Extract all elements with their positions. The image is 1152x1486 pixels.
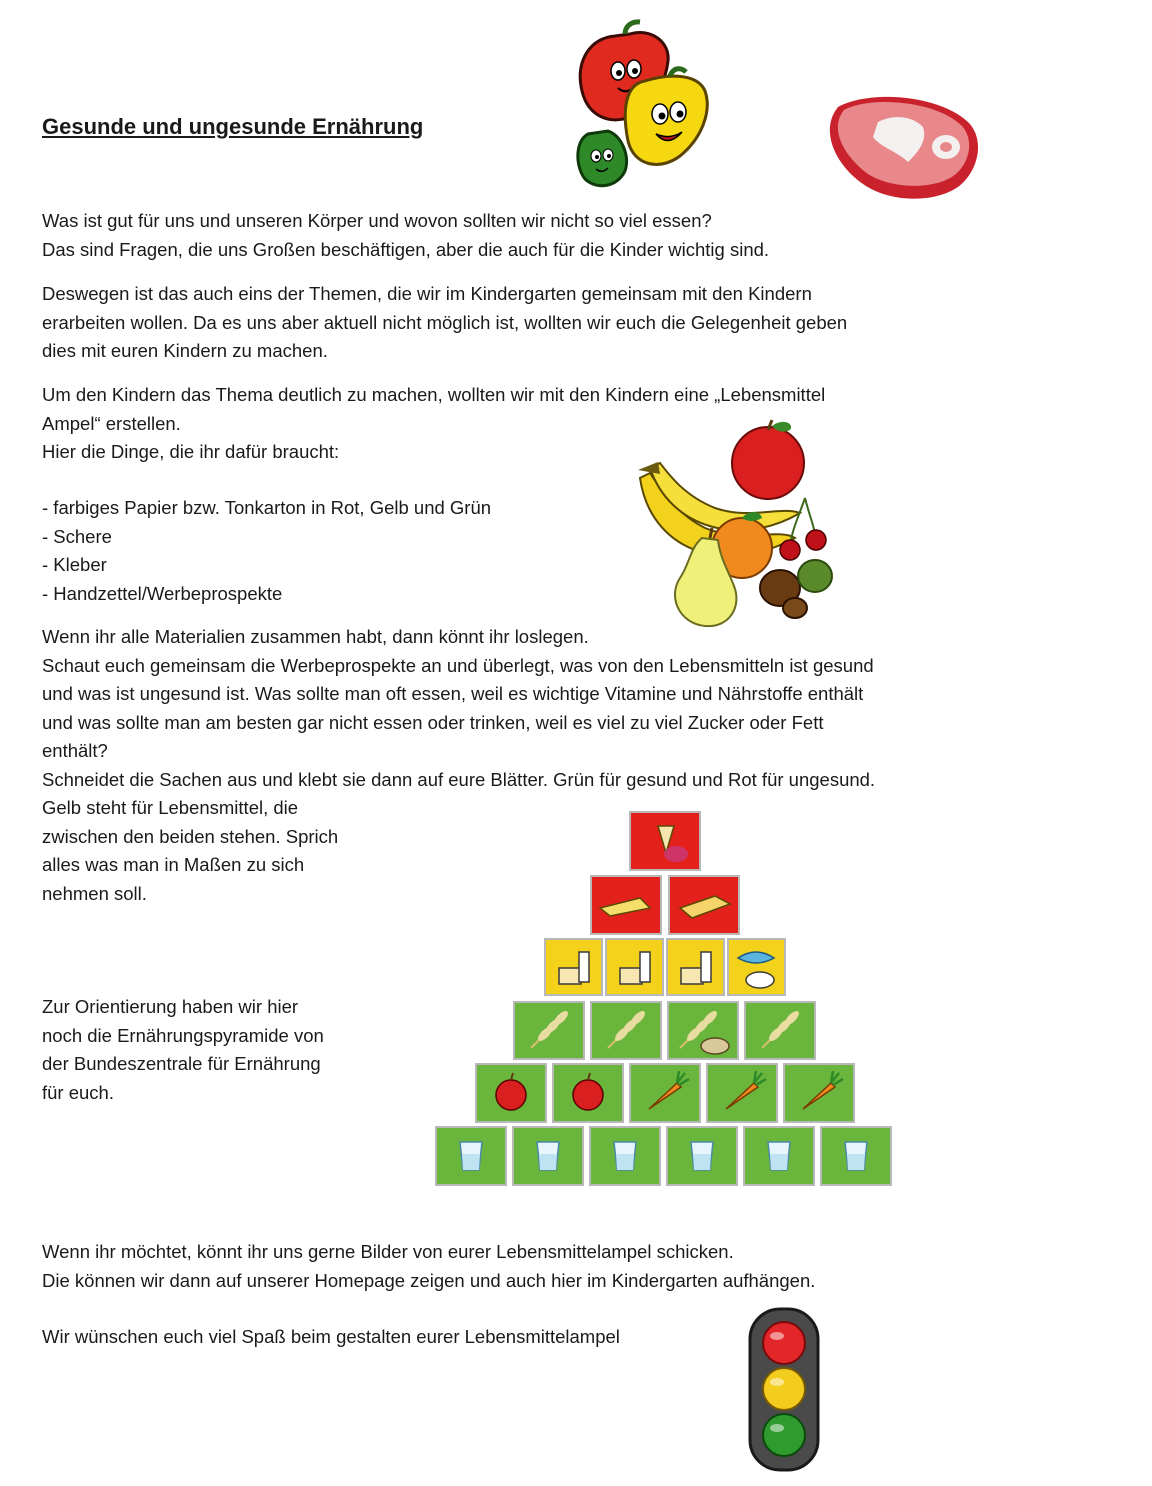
text-line: Um den Kindern das Thema deutlich zu machen, wollten wir mit den Kindern eine „Lebensmittel [42, 384, 826, 405]
text-line: alles was man in Maßen zu sich [42, 854, 305, 875]
food-pyramid-diagram [430, 808, 895, 1196]
text-line: Zur Orientierung haben wir hier [42, 996, 299, 1017]
pyramid-note [42, 993, 324, 1107]
steak-icon [818, 92, 983, 207]
yellow-explanation [42, 794, 338, 908]
text-line: Das sind Fragen, die uns Großen beschäftigen, aber die auch für die Kinder wichtig sind. [42, 238, 770, 260]
text-line: Deswegen ist das auch eins der Themen, die wir im Kindergarten gemeinsam mit den Kindern [42, 283, 812, 304]
pyramid-row-drinks [436, 1127, 891, 1185]
text-line: und was sollte man am besten gar nicht essen oder trinken, weil es viel zu viel Zucker oder Fett [42, 711, 824, 733]
text-line: Die können wir dann auf unserer Homepage zeigen und auch hier im Kindergarten aufhängen. [42, 1269, 816, 1291]
traffic-light-icon [746, 1306, 822, 1474]
fruit-basket-icon [630, 418, 845, 633]
text-line: Wir wünschen euch viel Spaß beim gestalten eurer Lebensmittelampel [42, 1326, 620, 1347]
text-line: nehmen soll. [42, 882, 147, 904]
pyramid-row-sweets [630, 812, 700, 870]
text-line: zwischen den beiden stehen. Sprich [42, 825, 339, 847]
pyramid-row-grains [514, 1002, 815, 1059]
text-line: - Schere [42, 525, 112, 547]
text-line: Was ist gut für uns und unseren Körper und wovon sollten wir nicht so viel essen? [42, 210, 712, 231]
pyramid-row-dairy [545, 939, 785, 995]
text-line: enthält? [42, 740, 108, 761]
text-line: Schneidet die Sachen aus und klebt sie dann auf eure Blätter. Grün für gesund und Rot für ungesund. [42, 768, 876, 790]
text-line: noch die Ernährungspyramide von [42, 1024, 324, 1046]
pepper-characters-icon [570, 16, 720, 191]
pyramid-row-fats [591, 876, 739, 934]
text-line: - Handzettel/Werbeprospekte [42, 582, 283, 604]
theme-paragraph [42, 280, 847, 366]
closing-line [42, 1323, 620, 1352]
text-line: erarbeiten wollen. Da es uns aber aktuell nicht möglich ist, wollten wir euch die Gelegenheit geben [42, 311, 848, 333]
instructions-paragraph [42, 623, 875, 794]
text-line: Gelb steht für Lebensmittel, die [42, 797, 299, 818]
text-line: - Kleber [42, 554, 107, 575]
text-line: Ampel“ erstellen. [42, 412, 181, 434]
intro-paragraph [42, 207, 769, 264]
materials-list [42, 494, 491, 608]
text-line: für euch. [42, 1081, 114, 1103]
text-line: Schaut euch gemeinsam die Werbeprospekte an und überlegt, was von den Lebensmitteln ist gesund [42, 654, 874, 676]
text-line: Wenn ihr möchtet, könnt ihr uns gerne Bilder von eurer Lebensmittelampel schicken. [42, 1241, 734, 1262]
text-line: der Bundeszentrale für Ernährung [42, 1053, 321, 1074]
text-line: dies mit euren Kindern zu machen. [42, 340, 328, 361]
pyramid-row-fruit-vegetables [476, 1064, 854, 1122]
text-line: und was ist ungesund ist. Was sollte man oft essen, weil es wichtige Vitamine und Nährstoffe enthält [42, 683, 864, 704]
text-line: Hier die Dinge, die ihr dafür braucht: [42, 441, 340, 462]
page-title: Gesunde und ungesunde Ernährung [42, 114, 424, 139]
send-pictures-paragraph [42, 1238, 815, 1295]
text-line: Wenn ihr alle Materialien zusammen habt, dann könnt ihr loslegen. [42, 626, 589, 647]
text-line: - farbiges Papier bzw. Tonkarton in Rot, Gelb und Grün [42, 497, 492, 518]
